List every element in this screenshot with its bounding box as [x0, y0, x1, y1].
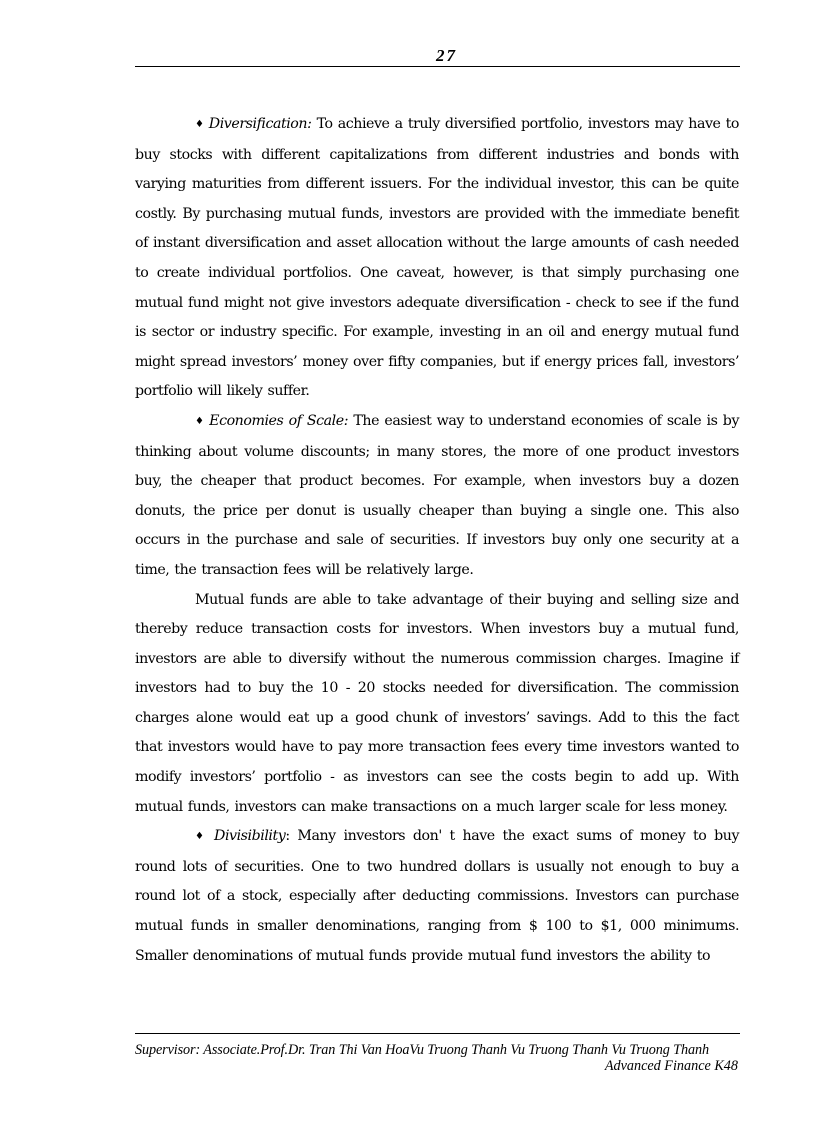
paragraph-diversification — [135, 110, 739, 407]
paragraph-mutual-funds: Mutual funds are able to take advantage of their buying and selling size and thereby reduce transaction costs for investors. When investors buy a mutual fund, investors are able to diversify without the numerous commission charges. Imagine if investors had to buy the 10 - 20 stocks needed for diversification. The commission charges alone would eat up a good chunk of investors’ savings. Add to this the fact that investors would have to pay more transaction fees every time investors wanted to modify investors’ portfolio - as investors can see the costs begin to add up. With mutual funds, investors can make transactions on a much larger scale for less money. — [135, 591, 739, 815]
paragraph-text: : Many investors don' t have the exact sums of money to buy round lots of securities. One to two hundred dollars is usually not enough to buy a round lot of a stock, especially after deducting commissions. Investors can purchase mutual funds in smaller denominations, ranging from $ 100 to $1, 000 minimums. Smaller denominations of mutual funds provide mutual fund investors the ability to — [135, 828, 740, 964]
term-divisibility: Divisibility — [214, 828, 286, 845]
diamond-bullet-icon: ♦ — [195, 831, 207, 843]
paragraph-text: The easiest way to understand economies of scale is by thinking about volume discounts; in many stores, the more of one product investors buy, the cheaper that product becomes. For example, when investors buy a dozen donuts, the price per donut is usually cheaper than buying a single one. This also occurs in the purchase and sale of securities. If investors buy only one security at a time, the transaction fees will be relatively large. — [135, 412, 740, 578]
diamond-bullet-icon: ♦ — [195, 415, 204, 427]
term-diversification: Diversification: — [208, 116, 312, 132]
footer-divider — [135, 1033, 740, 1034]
paragraph-divisibility — [135, 822, 739, 971]
paragraph-text: To achieve a truly diversified portfolio, investors may have to buy stocks with different capitalizations from different industries and bonds with varying maturities from different issuers. For the individual investor, this can be quite costly. By purchasing mutual funds, investors are provided with the immediate benefit of instant diversification and asset allocation without the large amounts of cash needed to create individual portfolios. One caveat, however, is that simply purchasing one mutual fund might not give investors adequate diversification - check to see if the fund is sector or industry specific. For example, investing in an oil and energy mutual fund might spread investors’ money over fifty companies, but if energy prices fall, investors’ portfolio will likely suffer. — [135, 116, 739, 400]
paragraph-economies-of-scale — [135, 407, 739, 586]
diamond-bullet-icon: ♦ — [195, 119, 204, 130]
page-number: 27 — [436, 46, 457, 65]
footer-class: Advanced Finance K48 — [604, 1058, 738, 1074]
term-economies-of-scale: Economies of Scale: — [209, 412, 349, 429]
footer-supervisor: Supervisor: Associate.Prof.Dr. Tran Thi Van HoaVu Truong Thanh Vu Truong Thanh Vu Truong Thanh — [135, 1042, 709, 1058]
body-text — [135, 110, 739, 971]
header-divider — [135, 66, 740, 67]
